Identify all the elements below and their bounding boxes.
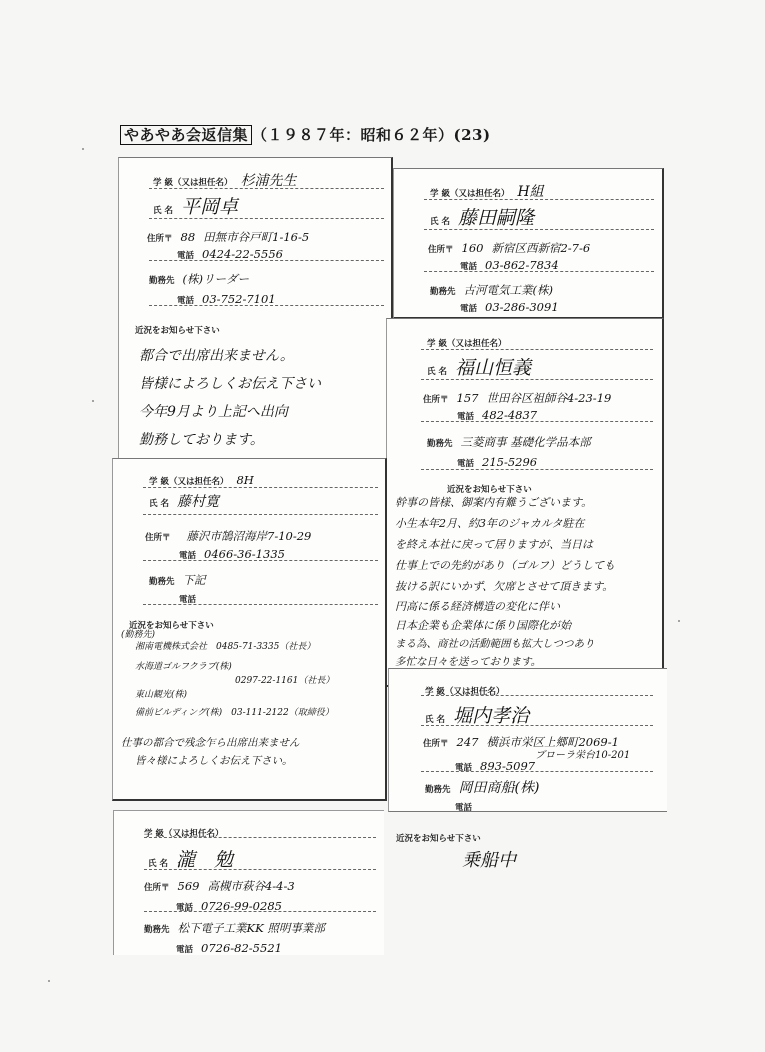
class-value: H組	[517, 184, 544, 200]
news-line: 皆様によろしくお伝え下さい	[139, 376, 321, 392]
name-label: 氏 名	[149, 499, 169, 509]
address-row	[145, 525, 311, 544]
address-label: 住所〒	[147, 234, 173, 244]
address-row	[144, 875, 295, 894]
name-label: 氏 名	[427, 367, 447, 377]
work-value: 松下電子工業KK 照明事業部	[177, 921, 325, 935]
name-row	[430, 203, 534, 230]
name-label: 氏 名	[148, 859, 168, 869]
news-line: 皆々様によろしくお伝え下さい。	[135, 755, 293, 767]
name-value: 瀧 勉	[175, 849, 233, 871]
zip-value: 247	[456, 735, 479, 749]
news-line: 乗船中	[462, 850, 516, 871]
news-line: 湘南電機株式会社 0485-71-3335（社長）	[135, 642, 316, 652]
news-label: 近況をお知らせ下さい	[135, 326, 220, 336]
address-value: 高槻市萩谷4-4-3	[207, 879, 295, 893]
work-phone-row	[460, 296, 559, 315]
news-line: 勤務しております。	[139, 432, 264, 448]
name-row	[148, 845, 233, 872]
work-phone-value: 215-5296	[482, 455, 538, 469]
class-label: 学 級（又は担任名）	[425, 687, 505, 697]
news-line: 幹事の皆様、御案内有難うございます。	[395, 496, 593, 509]
news-line: 水海道ゴルフクラブ(株)	[135, 662, 232, 672]
work-phone-label: 電話	[179, 595, 197, 605]
work-row	[425, 777, 539, 797]
news-line: 多忙な日々を送っております。	[395, 656, 542, 668]
name-value: 藤田嗣隆	[457, 207, 534, 229]
reply-card-fujita	[393, 168, 664, 319]
work-label: 勤務先	[144, 925, 170, 935]
news-line: 備前ビルディング(株) 03-111-2122（取締役）	[135, 708, 334, 718]
news-line: 0297-22-1161（社長）	[235, 676, 335, 686]
page-title-boxed: やあやあ会返信集	[120, 125, 252, 145]
phone-label: 電話	[177, 251, 195, 261]
work-phone-label: 電話	[460, 304, 478, 314]
news-line: まる為、商社の活動範囲も拡大しつつあり	[395, 638, 595, 650]
class-label: 学 級（又は担任名）	[153, 178, 233, 188]
news-line: 抜ける訳にいかず、欠席とさせて頂きます。	[395, 580, 614, 593]
phone-label: 電話	[460, 262, 478, 272]
name-row	[153, 192, 238, 219]
address-value: 横浜市栄区上郷町2069-1	[486, 735, 619, 749]
zip-value: 160	[461, 241, 484, 255]
class-label: 学 級（又は担任名）	[427, 339, 507, 349]
address-label: 住所〒	[423, 395, 449, 405]
name-row	[427, 353, 531, 380]
news-label-row	[396, 826, 481, 845]
news-label-row	[135, 318, 220, 337]
address-value: 世田谷区祖師谷4-23-19	[486, 391, 612, 405]
address2-value: ブローラ栄台10-201	[535, 750, 631, 761]
address-value: 新宿区西新宿2-7-6	[491, 241, 591, 255]
news-line: 日本企業も企業体に係り国際化が始	[395, 619, 571, 632]
name-value: 藤村寛	[176, 494, 219, 510]
class-value: 8H	[236, 473, 254, 487]
work-row	[149, 268, 249, 287]
work-value: 三菱商事 基礎化学品本部	[460, 435, 591, 449]
work-phone-row	[176, 937, 282, 956]
zip-value: 88	[180, 230, 196, 244]
zip-value: 569	[177, 879, 200, 893]
news-line: 仕事の都合で残念乍ら出席出来ません	[121, 737, 300, 749]
work-row	[144, 917, 325, 936]
work-phone-row	[455, 795, 480, 814]
name-value: 平岡卓	[180, 196, 238, 218]
work-label: 勤務先	[430, 287, 456, 297]
work-phone-value: 03-286-3091	[485, 300, 559, 314]
news-line: 小生本年2月、約3年のジャカルタ駐在	[395, 517, 585, 530]
news-label: 近況をお知らせ下さい	[129, 621, 214, 631]
class-row	[427, 331, 514, 350]
address2-row	[527, 743, 630, 762]
zip-value: 157	[456, 391, 479, 405]
work-value: 古河電気工業(株)	[463, 283, 553, 297]
phone-label: 電話	[455, 763, 473, 773]
name-label: 氏 名	[153, 206, 173, 216]
address-label: 住所〒	[423, 739, 449, 749]
news-label: 近況をお知らせ下さい	[396, 834, 481, 844]
news-line: 円高に係る経済構造の変化に伴い	[395, 600, 560, 613]
address-label: 住所〒	[428, 245, 454, 255]
news-prefix: (勤務先)	[121, 630, 156, 640]
work-phone-label: 電話	[177, 296, 195, 306]
name-value: 福山恒義	[454, 357, 531, 379]
name-row	[149, 491, 219, 511]
class-label: 学 級（又は担任名）	[149, 477, 229, 487]
reply-card-fujimura	[112, 458, 387, 801]
phone-value: 03-862-7834	[485, 258, 559, 272]
work-phone-label: 電話	[176, 945, 194, 955]
phone-label: 電話	[179, 551, 197, 561]
work-row	[427, 431, 591, 450]
address-value: 藤沢市鵠沼海岸7-10-29	[186, 529, 312, 543]
news-line: 東山観光(株)	[135, 690, 188, 700]
work-phone-row	[457, 451, 537, 470]
work-label: 勤務先	[425, 785, 451, 795]
news-line: 仕事上での先約があり（ゴルフ）どうしても	[395, 559, 615, 572]
class-label: 学 級（又は担任名）	[430, 189, 510, 199]
phone-label: 電話	[176, 903, 194, 913]
work-phone-value: 03-752-7101	[202, 292, 276, 306]
work-label: 勤務先	[149, 276, 175, 286]
name-value: 堀内孝治	[452, 705, 529, 727]
address-label: 住所〒	[144, 883, 170, 893]
work-label: 勤務先	[427, 439, 453, 449]
news-line: 都合で出席出来ません。	[139, 348, 294, 364]
work-phone-value: 0726-82-5521	[201, 941, 282, 955]
news-label: 近況をお知らせ下さい	[447, 485, 532, 495]
name-label: 氏 名	[430, 217, 450, 227]
work-value: 岡田商船(株)	[458, 780, 540, 796]
phone-value: 0466-36-1335	[204, 547, 285, 561]
reply-card-fukuyama	[386, 318, 664, 687]
class-label: 学 級（又は担任名）	[144, 829, 224, 839]
name-label: 氏 名	[425, 715, 445, 725]
reply-card-taki	[113, 810, 384, 955]
work-value: 下記	[182, 573, 206, 587]
page-title-year: （１９８７年：昭和６２年）(23)	[252, 126, 491, 144]
name-row	[425, 701, 529, 728]
address-value: 田無市谷戸町1-16-5	[203, 230, 310, 244]
work-phone-label: 電話	[455, 803, 473, 813]
phone-value: 0424-22-5556	[202, 247, 283, 261]
phone-value: 482-4837	[482, 408, 538, 422]
class-row	[430, 181, 544, 201]
news-line: を終え本社に戻って居りますが、当日は	[395, 538, 593, 551]
work-label: 勤務先	[149, 577, 175, 587]
work-value: (株)リーダー	[182, 272, 249, 286]
address-label: 住所〒	[145, 533, 171, 543]
phone-value: 0726-99-0285	[201, 899, 282, 913]
page-title	[120, 124, 491, 145]
reply-card-hiraoka	[118, 157, 393, 460]
work-phone-label: 電話	[457, 459, 475, 469]
work-row	[149, 569, 206, 588]
phone-label: 電話	[457, 412, 475, 422]
phone-value: 893-5097	[480, 759, 536, 773]
news-line: 今年9月より上記へ出向	[139, 404, 288, 420]
class-value: 杉浦先生	[240, 173, 297, 189]
class-row	[149, 469, 254, 488]
class-row	[153, 170, 296, 190]
reply-card-horiuchi	[388, 668, 667, 812]
